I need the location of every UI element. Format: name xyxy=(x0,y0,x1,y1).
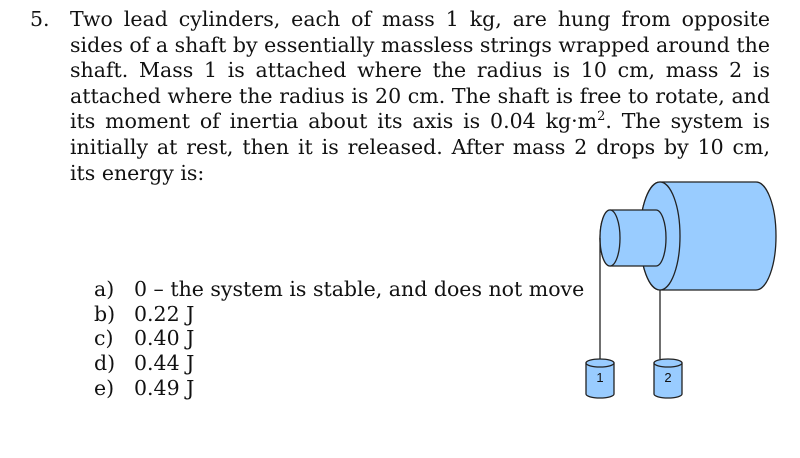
answer-text: 0.40 J xyxy=(134,326,195,351)
answer-e xyxy=(94,376,584,401)
answer-text: 0.44 J xyxy=(134,351,195,376)
mass-1-label: 1 xyxy=(596,370,604,385)
question-text-end: . The system is initially at rest, then it is released. After mass 2 drops by 10 cm, its energy is: xyxy=(70,109,770,185)
answer-text: 0.49 J xyxy=(134,375,195,400)
answer-a xyxy=(94,277,584,302)
answer-letter: a) xyxy=(94,277,115,301)
small-cylinder-face xyxy=(600,210,620,266)
answer-letter: c) xyxy=(94,326,114,351)
answer-c xyxy=(94,326,584,351)
question-text xyxy=(70,7,770,186)
answer-d xyxy=(94,351,584,376)
answer-text: 0.22 J xyxy=(134,301,195,326)
answer-letter: e) xyxy=(94,375,115,400)
question-text-main: Two lead cylinders, each of mass 1 kg, are hung from opposite sides of a shaft by essentially massless strings wrapped around the shaft. Mass 1 is attached where the radius is 10 cm, mass 2 is attached where the radius is 20 cm. The shaft is free to rotate, and its moment of inertia about its axis is 0.04 kg·m xyxy=(70,7,770,134)
answer-b xyxy=(94,302,584,327)
mass-2-label: 2 xyxy=(664,370,672,385)
answer-letter: d) xyxy=(94,351,116,376)
question-exponent: 2 xyxy=(597,109,606,125)
shaft-figure xyxy=(568,180,788,410)
question-number: 5. xyxy=(30,7,50,31)
answer-letter: b) xyxy=(94,301,116,326)
answer-list xyxy=(94,277,584,401)
answer-text: 0 – the system is stable, and does not move xyxy=(134,277,585,301)
